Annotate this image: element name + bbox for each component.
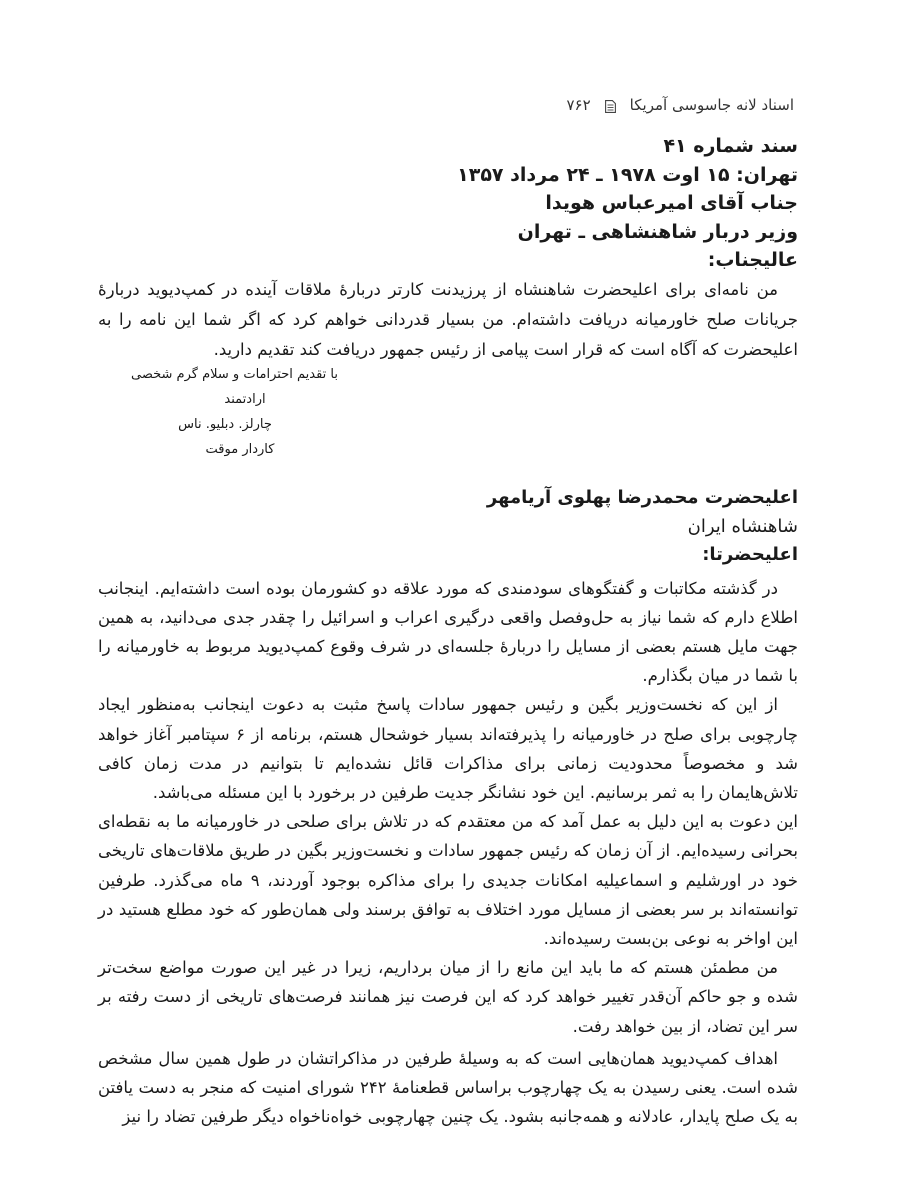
signer-title: کاردار موقت	[205, 442, 275, 457]
addressee-name: اعلیحضرت محمدرضا پهلوی آریامهر	[486, 487, 798, 508]
date-line: تهران: ۱۵ اوت ۱۹۷۸ ـ ۲۴ مرداد ۱۳۵۷	[457, 163, 798, 186]
recipient-name: جناب آقای امیرعباس هویدا	[545, 192, 798, 214]
paragraph: در گذشته مکاتبات و گفتگوهای سودمندی که مورد علاقه دو کشورمان بوده است داشته‌ایم. اینجانب اطلاع دارم که شما نیاز به حل‌وفصل واقعی درگیری اعراب و اسرائیل را چقدر جدی می‌دانید، به همین جهت مایل هستم بعضی از مسایل را دربارۀ جلسه‌ای در شرف وقوع کمپ‌دیوید مربوط به خاورمیانه را با شما در میان بگذارم.	[98, 578, 798, 686]
signature-block	[131, 362, 338, 462]
paragraph: این دعوت به این دلیل به عمل آمد که من معتقدم که در تلاش برای صلحی در خاورمیانه ما به نقطه‌ای بحرانی رسیده‌ایم. از آن زمان که رئیس جمهور سادات و نخست‌وزیر بگین در طریق ملاقات‌های تاریخی خود در اورشلیم و اسماعیلیه امکانات جدیدی را برای مذاکره بوجود آوردند، ۹ ماه می‌گذرد. طرفین توانسته‌اند بر سر بعضی از مسایل مورد اختلاف به توافق برسند ولی همان‌طور که خود مطلع هستید در این اواخر به نوعی بن‌بست رسیده‌اند.	[98, 812, 799, 948]
letter-body: من نامه‌ای برای اعلیحضرت شاهنشاه از پرزیدنت کارتر دربارۀ ملاقات آینده در کمپ‌دیوید دربارۀ جریانات صلح خاورمیانه دریافت داشته‌ام. من بسیار قدردانی خواهم کرد که اگر شما این نامه را به اعلیحضرت که آگاه است که قرار است پیامی از رئیس جمهور دریافت کند تقدیم دارید.	[98, 279, 798, 359]
letter-body-section	[98, 574, 798, 1132]
recipient-title: وزیر دربار شاهنشاهی ـ تهران	[517, 220, 798, 243]
sign-off: ارادتمند	[224, 392, 266, 407]
page-number: ۷۶۲	[566, 96, 591, 114]
document-number: سند شماره ۴۱	[663, 135, 798, 157]
paragraph: از این که نخست‌وزیر بگین و رئیس جمهور سادات پاسخ مثبت به دعوت اینجانب به‌منظور ایجاد چارچوبی برای صلح در خاورمیانه را پذیرفته‌اند بسیار خوشحال هستم، برنامه از ۶ سپتامبر آغاز خواهد شد و مخصوصاً محدودیت زمانی برای مذاکرات قائل نشده‌ایم تا بتوانیم در مدت زمان کافی تلاش‌هایمان را به ثمر برسانیم. این خود نشانگر جدیت طرفین در برخورد با این مسئله می‌باشد.	[98, 695, 798, 802]
signer-name: چارلز. دبلیو. ناس	[178, 417, 272, 432]
running-header	[464, 92, 794, 118]
closing-line: با تقدیم احترامات و سلام گرم شخصی	[131, 367, 338, 382]
letter-salutation: اعلیحضرتا:	[702, 544, 798, 565]
document-41	[98, 132, 798, 365]
addressee-title: شاهنشاه ایران	[687, 515, 798, 537]
book-title: اسناد لانه جاسوسی آمریکا	[629, 96, 794, 114]
salutation: عالیجناب:	[707, 249, 798, 271]
paragraph: اهداف کمپ‌دیوید همان‌هایی است که به وسیلۀ طرفین در مذاکراتشان در طول همین سال مشخص شده است. یعنی رسیدن به یک چهارچوب براساس قطعنامۀ ۲۴۲ شورای امنیت که منجر به دست یافتن به یک صلح پایدار، عادلانه و همه‌جانبه بشود. یک چنین چهارچوبی خواه‌ناخواه دیگر طرفین تضاد را نیز	[98, 1048, 798, 1127]
document-icon	[605, 99, 616, 112]
carter-letter	[98, 484, 798, 1131]
paragraph: من مطمئن هستم که ما باید این مانع را از میان برداریم، زیرا در غیر این صورت مواضع سخت‌تر شده و جو حاکم آن‌قدر تغییر خواهد کرد که این فرصت نیز همانند فرصت‌های تاریخی از دست رفته بر سر این تضاد، از بین خواهد رفت.	[98, 958, 798, 1036]
